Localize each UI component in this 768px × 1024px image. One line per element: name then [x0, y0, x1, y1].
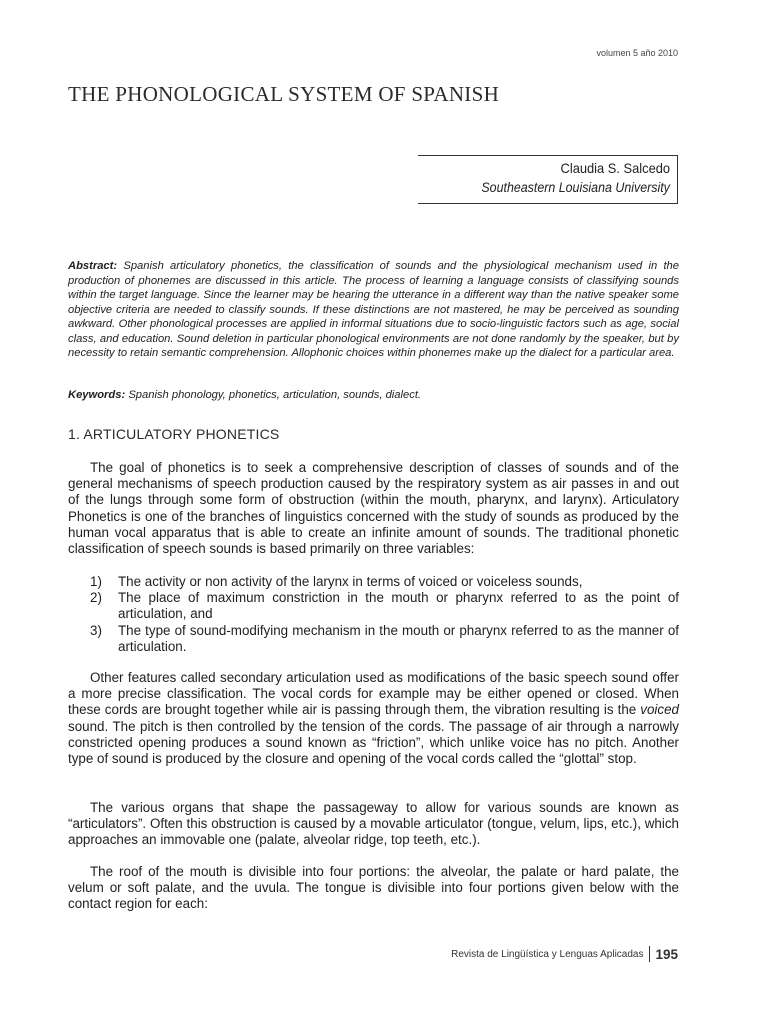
paragraph-2 — [68, 670, 679, 767]
paragraph-2-emphasis: voiced — [640, 702, 679, 718]
list-item-number: 1) — [90, 574, 102, 589]
article-title: THE PHONOLOGICAL SYSTEM OF SPANISH — [68, 82, 500, 106]
list-item-text: The activity or non activity of the larynx in terms of voiced or voiceless sounds, — [118, 574, 583, 589]
abstract-text: Spanish articulatory phonetics, the classification of sounds and the physiological mechanism used in the production of phonemes are discussed in this article. The process of learning a language consists of classifying sounds within the target language. Since the learner may be hearing the utterance in a different way than the native speaker some objective criteria are needed to classify sounds. If these distinctions are not mastered, he may be perceived as sounding awkward. Other phonological processes are applied in informal situations due to socio-linguistic factors such as age, social class, and education. Sound deletion in particular phonological environments are not done randomly by the speaker, but by necessity to retain semantic comprehension. Allophonic choices within phonemes make up the dialect for a particular area. — [68, 260, 680, 359]
list-item-text: The place of maximum constriction in the mouth or pharynx referred to as the point of articulation, and — [118, 590, 679, 622]
list-item — [90, 590, 679, 622]
abstract — [68, 259, 679, 361]
author-affiliation: Southeastern Louisiana University — [481, 180, 670, 195]
list-item-number: 3) — [90, 622, 102, 638]
paragraph-2-text-a: Other features called secondary articulation used as modifications of the basic speech sound offer a more precise classification. The vocal cords for example may be either opened or closed. When these cords are brought together while air is passing through them, the vibration resulting is the — [68, 670, 679, 718]
list-item-number: 2) — [90, 590, 102, 606]
page-number: 195 — [655, 946, 678, 962]
list-item-text: The type of sound-modifying mechanism in the mouth or pharynx referred to as the manner of articulation. — [118, 622, 679, 654]
paragraph-4: The roof of the mouth is divisible into four portions: the alveolar, the palate or hard palate, the velum or soft palate, and the uvula. The tongue is divisible into four portions given below with the contact region for each: — [68, 864, 679, 912]
paragraph-1: The goal of phonetics is to seek a comprehensive description of classes of sounds and of the general mechanisms of speech production caused by the respiratory system as air passes in and out of the lungs through some form of obstruction (within the mouth, pharynx, and larynx). Articulatory Phonetics is one of the branches of linguistics concerned with the study of sounds as produced by the human vocal apparatus that is able to create an infinite amount of sounds. The traditional phonetic classification of speech sounds is based primarily on three variables: — [68, 460, 679, 557]
variables-list — [90, 574, 679, 655]
keywords — [68, 388, 679, 402]
abstract-label: Abstract: — [68, 260, 118, 272]
list-item — [90, 574, 679, 590]
page-footer — [451, 946, 678, 962]
keywords-text: Spanish phonology, phonetics, articulation, sounds, dialect. — [128, 389, 422, 401]
list-item — [90, 623, 679, 655]
footer-divider — [649, 946, 650, 962]
paragraph-3: The various organs that shape the passageway to allow for various sounds are known as “articulators”. Often this obstruction is caused by a movable articulator (tongue, velum, lips, etc.), which approaches an immovable one (palate, alveolar ridge, top teeth, etc.). — [68, 800, 679, 848]
author-name: Claudia S. Salcedo — [560, 160, 670, 176]
keywords-label: Keywords: — [68, 389, 126, 401]
footer-journal: Revista de Lingüística y Lenguas Aplicadas — [451, 948, 644, 960]
section-heading: 1. ARTICULATORY PHONETICS — [68, 426, 280, 442]
paragraph-2-text-b: sound. The pitch is then controlled by the tension of the cords. The passage of air through a narrowly constricted opening produces a sound known as “friction”, which unlike voice has no pitch. Another type of sound is produced by the closure and opening of the vocal cords called the “glottal” stop. — [68, 718, 679, 767]
volume-header: volumen 5 año 2010 — [596, 48, 678, 58]
